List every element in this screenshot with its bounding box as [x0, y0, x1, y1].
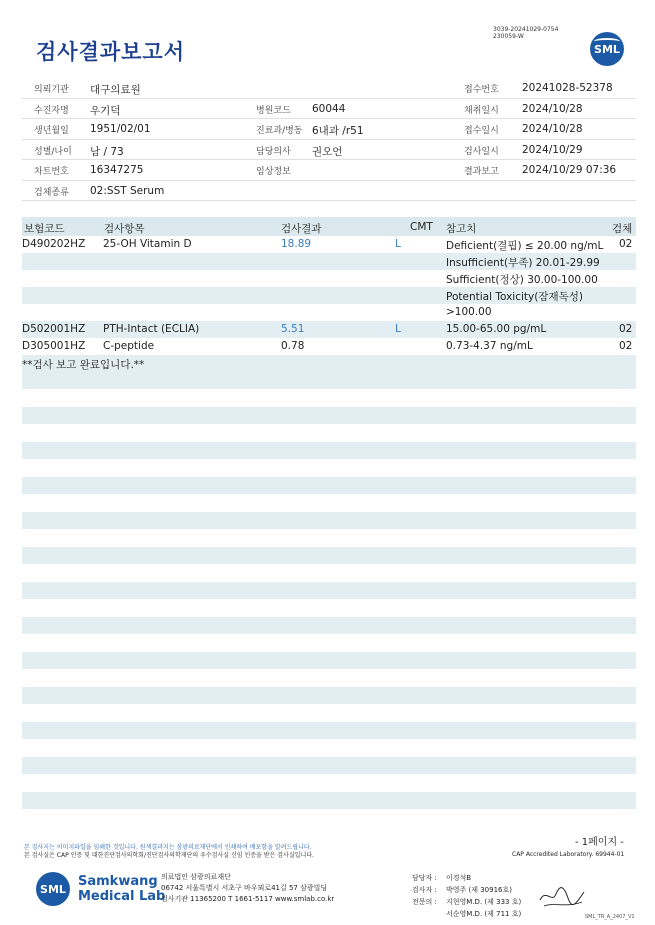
info-label-l3: 채취일시	[464, 105, 499, 116]
staff-role: 검사자 :	[412, 886, 437, 894]
info-label-l3: 결과보고	[464, 167, 499, 177]
info-label-l1: 의뢰기관	[34, 85, 69, 95]
cell-ref: Insufficient(부족) 20.01-29.99	[446, 257, 600, 269]
cell-result: 18.89	[281, 238, 312, 250]
cell-name: 25-OH Vitamin D	[103, 238, 192, 250]
brand-line1: Samkwang	[78, 874, 158, 889]
info-value-v1: 1951/02/01	[90, 123, 151, 135]
patient-info-row	[22, 140, 636, 161]
patient-info	[22, 78, 636, 201]
cell-ref: 15.00-65.00 pg/mL	[446, 323, 547, 335]
patient-info-row	[22, 99, 636, 120]
table-row	[22, 338, 636, 355]
table-row	[22, 321, 636, 338]
cell-spec: 02	[619, 323, 633, 335]
header-name: 검사항목	[104, 223, 145, 235]
patient-info-row	[22, 160, 636, 181]
header-result: 검사결과	[281, 223, 322, 235]
cell-ref: >100.00	[446, 306, 492, 318]
cap-accreditation: CAP Accredited Laboratory. 69944-01	[512, 851, 625, 858]
document-id-line1: 3039-20241029-0754	[493, 26, 559, 33]
cell-spec: 02	[619, 238, 633, 250]
cell-cmt: L	[395, 238, 401, 250]
table-row	[22, 304, 636, 321]
cell-ref: Potential Toxicity(잠재독성)	[446, 291, 583, 303]
info-value-v2: 권오언	[312, 145, 343, 158]
info-label-l3: 접수일시	[464, 126, 499, 136]
info-label-l1: 차트번호	[34, 167, 69, 177]
info-value-v2: 60044	[312, 102, 346, 115]
results-table-header	[22, 217, 636, 236]
cell-result: 0.78	[281, 340, 305, 352]
info-value-v1: 16347275	[90, 164, 144, 176]
staff-role: 담당자 :	[412, 874, 437, 882]
cell-code: D305001HZ	[22, 340, 86, 352]
info-value-v3: 2024/10/29	[522, 143, 583, 156]
info-value-v1: 대구의료원	[90, 84, 141, 96]
info-label-l3: 검사일시	[464, 146, 499, 157]
cell-ref: Sufficient(정상) 30.00-100.00	[446, 274, 598, 286]
info-label-l2: 병원코드	[256, 105, 291, 116]
cell-ref: Deficient(결핍) ≤ 20.00 ng/mL	[446, 240, 604, 252]
staff-entry	[412, 896, 521, 908]
info-label-l2: 진료과/병동	[256, 126, 303, 136]
info-label-l3: 접수번호	[464, 85, 499, 95]
cell-result: 5.51	[281, 323, 305, 335]
cell-name: C-peptide	[103, 340, 155, 352]
staff-entry	[412, 884, 521, 896]
info-value-v3: 2024/10/29 07:36	[522, 164, 617, 176]
staff-entry	[412, 908, 521, 920]
table-row	[22, 236, 636, 253]
info-label-l1: 생년월일	[34, 126, 69, 136]
lab-contact: 검사기관 11365200 T 1661-5117 www.smlab.co.kr	[161, 895, 335, 903]
cell-code: **검사 보고 완료입니다.**	[22, 359, 145, 371]
patient-info-row	[22, 181, 636, 202]
report-title: 검사결과보고서	[36, 40, 186, 64]
cell-spec: 02	[619, 340, 633, 352]
patient-info-row	[22, 119, 636, 140]
footer-note-image: 본 검사지는 이미지파일을 임쇄한 것입니다. 원색결과지는 삼광의료재단에서 인쇄하여 배포함을 알려드립니다.	[24, 844, 312, 851]
info-label-l1: 검체종류	[34, 187, 69, 198]
cell-ref: 0.73-4.37 ng/mL	[446, 340, 533, 352]
info-value-v3: 2024/10/28	[522, 102, 583, 115]
header-reference: 참고치	[446, 223, 477, 235]
info-label-l2: 담당의사	[256, 146, 291, 157]
info-value-v1: 02:SST Serum	[90, 184, 165, 197]
brand-name	[78, 874, 165, 904]
info-label-l1: 수진자명	[34, 105, 69, 116]
info-value-v1: 남 / 73	[90, 145, 124, 158]
brand-line2: Medical Lab	[78, 889, 166, 904]
lab-street: 06742 서울특별시 서초구 바우뫼로41길 57 삼광빌딩	[161, 884, 328, 892]
signature-icon	[538, 882, 586, 910]
staff-list	[412, 872, 521, 920]
sml-logo-text: SML	[594, 42, 620, 56]
table-row	[22, 253, 636, 270]
staff-name: 서순영M.D. (제 711 호)	[446, 910, 522, 918]
form-code: SML_TR_A_2407_V1	[585, 914, 635, 920]
page-number: - 1페이지 -	[575, 837, 624, 848]
lab-address	[161, 872, 334, 905]
patient-info-row	[22, 78, 636, 99]
info-label-l1: 성별/나이	[34, 146, 72, 157]
sml-logo	[590, 32, 624, 66]
sml-logo-footer-text: SML	[40, 882, 66, 896]
header-specimen: 검체	[612, 223, 633, 235]
cell-cmt: L	[395, 323, 401, 335]
header-cmt: CMT	[410, 221, 433, 233]
lab-name: 의료법인 삼광의료재단	[161, 873, 231, 881]
staff-name: 지현영M.D. (제 333 호)	[446, 898, 522, 906]
staff-name: 이경석B	[446, 874, 472, 882]
cell-code: D490202HZ	[22, 238, 86, 250]
footer-note-certification: 본 검사실은 CAP 인증 및 대한진단검사의학회/진단검사의학재단의 우수검사실 신임 인증을 받은 검사실입니다.	[24, 852, 314, 859]
table-row	[22, 270, 636, 287]
document-id	[493, 26, 558, 40]
info-label-l2: 임상정보	[256, 167, 291, 177]
cell-code: D502001HZ	[22, 323, 86, 335]
table-row	[22, 287, 636, 304]
staff-entry	[412, 872, 521, 884]
table-row	[22, 355, 636, 372]
staff-role: 전문의 :	[412, 898, 437, 906]
sml-logo-footer	[36, 872, 70, 906]
header-code: 보험코드	[24, 223, 65, 235]
info-value-v2: 6내과 /r51	[312, 125, 364, 137]
document-id-line2: 230059-W	[493, 33, 524, 40]
cell-name: PTH-Intact (ECLIA)	[103, 323, 200, 335]
info-value-v3: 20241028-52378	[522, 82, 613, 94]
info-value-v3: 2024/10/28	[522, 123, 583, 135]
empty-rows	[22, 372, 636, 822]
results-table	[22, 236, 636, 372]
staff-name: 박영주 (제 30916호)	[446, 886, 512, 894]
info-value-v1: 우기덕	[90, 104, 121, 117]
